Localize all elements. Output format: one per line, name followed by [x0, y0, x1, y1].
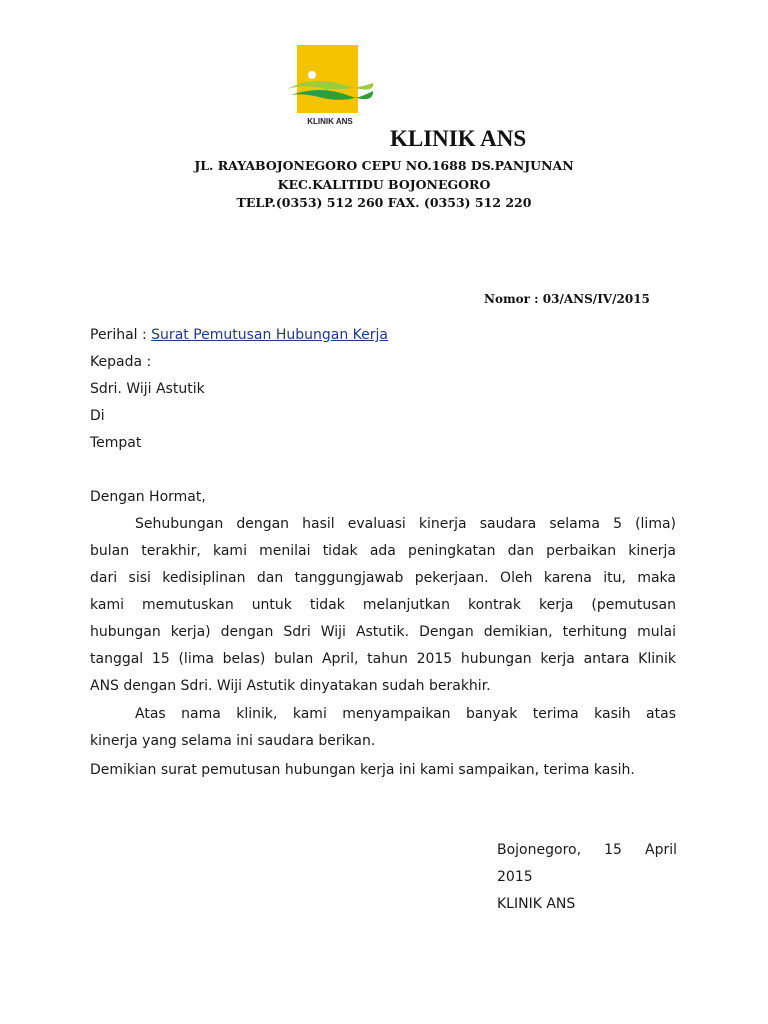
body-p2-line: kinerja yang selama ini saudara berikan.: [90, 733, 376, 749]
body-p1-line: hubungan kerja) dengan Sdri Wiji Astutik. Dengan demikian, terhitung mulai: [90, 624, 676, 640]
logo-caption: KLINIK ANS: [307, 117, 353, 126]
recipient-kepada: Kepada :: [90, 354, 152, 370]
signature-signer: KLINIK ANS: [497, 896, 576, 912]
recipient-name: Sdri. Wiji Astutik: [90, 381, 205, 397]
address-line-2: KEC.KALITIDU BOJONEGORO: [277, 177, 491, 192]
subject-label: Perihal :: [90, 327, 152, 343]
letter-number: Nomor : 03/ANS/IV/2015: [484, 292, 650, 306]
recipient-tempat: Tempat: [90, 435, 142, 451]
body-p1-line: ANS dengan Sdri. Wiji Astutik dinyatakan sudah berakhir.: [90, 678, 491, 694]
recipient-di: Di: [90, 408, 105, 424]
closing-line: Demikian surat pemutusan hubungan kerja ini kami sampaikan, terima kasih.: [90, 762, 635, 778]
subject-line: [90, 327, 388, 344]
logo-wave-icon: [285, 45, 375, 115]
salutation: Dengan Hormat,: [90, 489, 206, 505]
body-p2-line: Atas nama klinik, kami menyampaikan banyak terima kasih atas: [135, 706, 676, 722]
body-p1-line: Sehubungan dengan hasil evaluasi kinerja saudara selama 5 (lima): [135, 516, 676, 532]
subject-link[interactable]: Surat Pemutusan Hubungan Kerja: [151, 327, 388, 343]
signature-place-date: Bojonegoro, 15 April: [497, 842, 677, 858]
clinic-name: KLINIK ANS: [390, 126, 527, 151]
clinic-logo: [285, 45, 375, 133]
signature-year: 2015: [497, 869, 533, 885]
address-line-3: TELP.(0353) 512 260 FAX. (0353) 512 220: [236, 195, 532, 210]
body-p1-line: kami memutuskan untuk tidak melanjutkan kontrak kerja (pemutusan: [90, 597, 676, 613]
body-p1-line: dari sisi kedisiplinan dan tanggungjawab pekerjaan. Oleh karena itu, maka: [90, 570, 676, 586]
body-p1-line: tanggal 15 (lima belas) bulan April, tahun 2015 hubungan kerja antara Klinik: [90, 651, 676, 667]
body-p1-line: bulan terakhir, kami menilai tidak ada peningkatan dan perbaikan kinerja: [90, 543, 676, 559]
address-line-1: JL. RAYABOJONEGORO CEPU NO.1688 DS.PANJUNAN: [194, 158, 574, 173]
